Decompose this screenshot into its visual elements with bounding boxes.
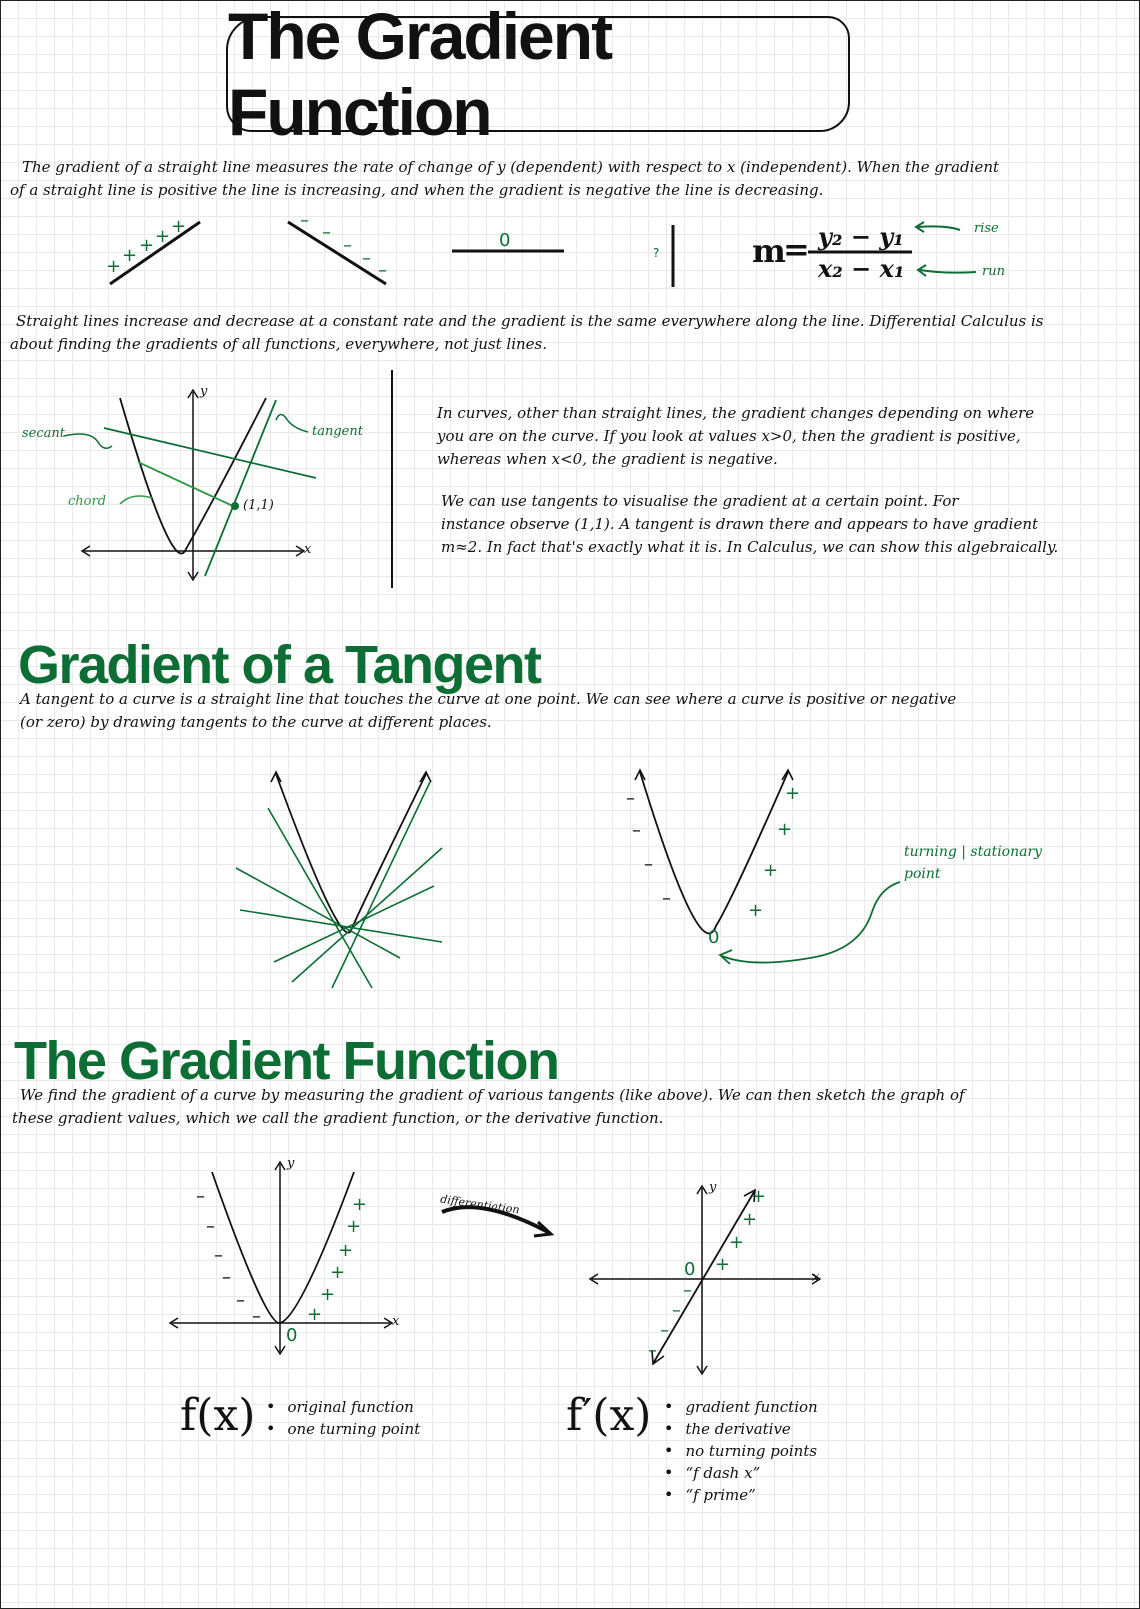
plus-sign: +: [320, 1284, 336, 1305]
secant-pointer: [64, 434, 112, 448]
tangent-line: [205, 400, 276, 576]
plus-sign: +: [106, 256, 122, 277]
minus-sign: –: [672, 1300, 681, 1321]
fx-zero-label: 0: [286, 1325, 298, 1346]
section-heading-gradient-function: The Gradient Function: [14, 1031, 559, 1091]
rise-label: rise: [974, 221, 999, 236]
plus-sign: +: [122, 245, 138, 266]
curve-text-p1-line-3: whereas when x<0, the gradient is negative.: [437, 450, 778, 468]
plus-sign: +: [763, 860, 779, 881]
tangent-line-6: [332, 782, 430, 988]
minus-sign: –: [206, 1216, 215, 1237]
plus-sign: +: [715, 1254, 731, 1275]
minus-sign: –: [644, 854, 653, 875]
tangent-line-text-1: A tangent to a curve is a straight line that touches the curve at one point. We can see where a curve is positive or negative: [20, 690, 957, 708]
minus-sign: –: [362, 248, 371, 269]
tangent-line-text-2: (or zero) by drawing tangents to the curve at different places.: [20, 713, 492, 731]
turning-pointer: [722, 882, 900, 963]
run-label: run: [982, 264, 1005, 279]
fx-bullet: • original function: [266, 1396, 420, 1418]
plus-sign: +: [751, 1186, 767, 1207]
chord-pointer: [120, 496, 152, 504]
minus-sign: –: [236, 1290, 245, 1311]
plus-sign: +: [139, 235, 155, 256]
plus-sign: +: [742, 1209, 758, 1230]
constant-rate-line-2: about finding the gradients of all functions, everywhere, not just lines.: [10, 335, 548, 353]
differentiation-label: differentiation: [439, 1192, 521, 1217]
fpx-line: [654, 1192, 754, 1362]
plus-sign: +: [352, 1194, 368, 1215]
tangent-line-1: [268, 808, 372, 988]
gradient-line-text-2: these gradient values, which we call the gradient function, or the derivative function.: [12, 1109, 664, 1127]
fpx-bullet-list: [664, 1396, 818, 1506]
plus-sign: +: [777, 819, 793, 840]
fpx-bullet: • “f dash x”: [664, 1462, 818, 1484]
minus-sign: –: [378, 260, 387, 281]
plus-sign: +: [155, 226, 171, 247]
x-axis-label: x: [304, 542, 312, 557]
intro-line-1: The gradient of a straight line measures the rate of change of y (dependent) with respect to x (independent). When the gradient: [22, 158, 1000, 176]
fx-bullet: • one turning point: [266, 1418, 420, 1440]
minus-sign: –: [222, 1267, 231, 1288]
curve-text-p2-line-1: We can use tangents to visualise the gradient at a certain point. For: [441, 492, 959, 510]
minus-sign: –: [214, 1245, 223, 1266]
turning-label-line-2: point: [904, 866, 941, 882]
chord-label: chord: [68, 494, 107, 509]
minus-sign: –: [252, 1306, 261, 1327]
y-axis-label: y: [200, 384, 208, 399]
curve-text-p2-line-3: m≈2. In fact that's exactly what it is. In Calculus, we can show this algebraically.: [441, 538, 1059, 556]
plus-sign: +: [729, 1232, 745, 1253]
fpx-bullet: • “f prime”: [664, 1484, 818, 1506]
fx-y-axis-label: y: [287, 1156, 295, 1171]
negative-line: [288, 222, 386, 284]
tangent-point: [231, 502, 239, 510]
fpx-bullet: • no turning points: [664, 1440, 818, 1462]
minus-sign: –: [300, 210, 309, 231]
constant-rate-line-1: Straight lines increase and decrease at a constant rate and the gradient is the same everywhere along the line. Differential Calculus is: [16, 312, 1044, 330]
curve-text-p1-line-2: you are on the curve. If you look at values x>0, then the gradient is positive,: [437, 427, 1021, 445]
curve-text-p2-line-2: instance observe (1,1). A tangent is drawn there and appears to have gradient: [441, 515, 1039, 533]
fx-symbol: f(x): [180, 1390, 256, 1441]
turning-parabola: [640, 772, 788, 933]
fx-x-axis-label: x: [392, 1314, 400, 1329]
gradient-line-text-1: We find the gradient of a curve by measuring the gradient of various tangents (like above). We can then sketch the graph of: [20, 1086, 965, 1104]
formula-m: m: [752, 232, 786, 270]
minus-sign: –: [683, 1280, 692, 1301]
point-label: (1,1): [243, 498, 274, 513]
turning-zero-label: 0: [708, 927, 720, 948]
tangent-line-4: [274, 886, 434, 962]
run-arrow: [920, 270, 976, 273]
minus-sign: –: [648, 1340, 657, 1361]
intro-line-2: of a straight line is positive the line is increasing, and when the gradient is negative the line is decreasing.: [10, 181, 824, 199]
fx-bullet-list: [266, 1396, 420, 1440]
zero-gradient-label: 0: [499, 230, 511, 251]
formula-equals: =: [783, 230, 810, 268]
plus-sign: +: [346, 1216, 362, 1237]
fpx-bullet: • gradient function: [664, 1396, 818, 1418]
minus-sign: –: [626, 788, 635, 809]
fpx-zero-label: 0: [684, 1259, 696, 1280]
formula-denominator: x₂ − x₁: [818, 254, 905, 283]
fpx-y-axis-label: y: [709, 1180, 717, 1195]
section-heading-tangent: Gradient of a Tangent: [18, 635, 541, 695]
plus-sign: +: [330, 1262, 346, 1283]
page-title: The Gradient Function: [228, 0, 612, 149]
secant-label: secant: [22, 426, 65, 441]
minus-sign: –: [632, 820, 641, 841]
tangent-pointer: [276, 414, 308, 432]
fpx-bullet: • the derivative: [664, 1418, 818, 1440]
minus-sign: –: [322, 222, 331, 243]
tangent-label: tangent: [312, 424, 363, 439]
formula-numerator: y₂ − y₁: [818, 222, 904, 251]
fpx-symbol: f′(x): [566, 1390, 652, 1441]
tangents-parabola-arrow-left: [271, 772, 281, 782]
rise-arrow: [918, 226, 960, 230]
plus-sign: +: [171, 216, 187, 237]
minus-sign: –: [343, 235, 352, 256]
plus-sign: +: [338, 1240, 354, 1261]
plus-sign: +: [785, 783, 801, 804]
turning-label-line-1: turning | stationary: [904, 844, 1043, 860]
fpx-x-axis-label: x: [812, 1270, 820, 1285]
plus-sign: +: [307, 1304, 323, 1325]
plus-sign: +: [748, 900, 764, 921]
minus-sign: –: [196, 1186, 205, 1207]
curve-text-p1-line-1: In curves, other than straight lines, the gradient changes depending on where: [437, 404, 1035, 422]
undefined-gradient-label: ?: [653, 246, 660, 260]
minus-sign: –: [660, 1320, 669, 1341]
tangents-parabola: [276, 774, 426, 933]
minus-sign: –: [662, 888, 671, 909]
